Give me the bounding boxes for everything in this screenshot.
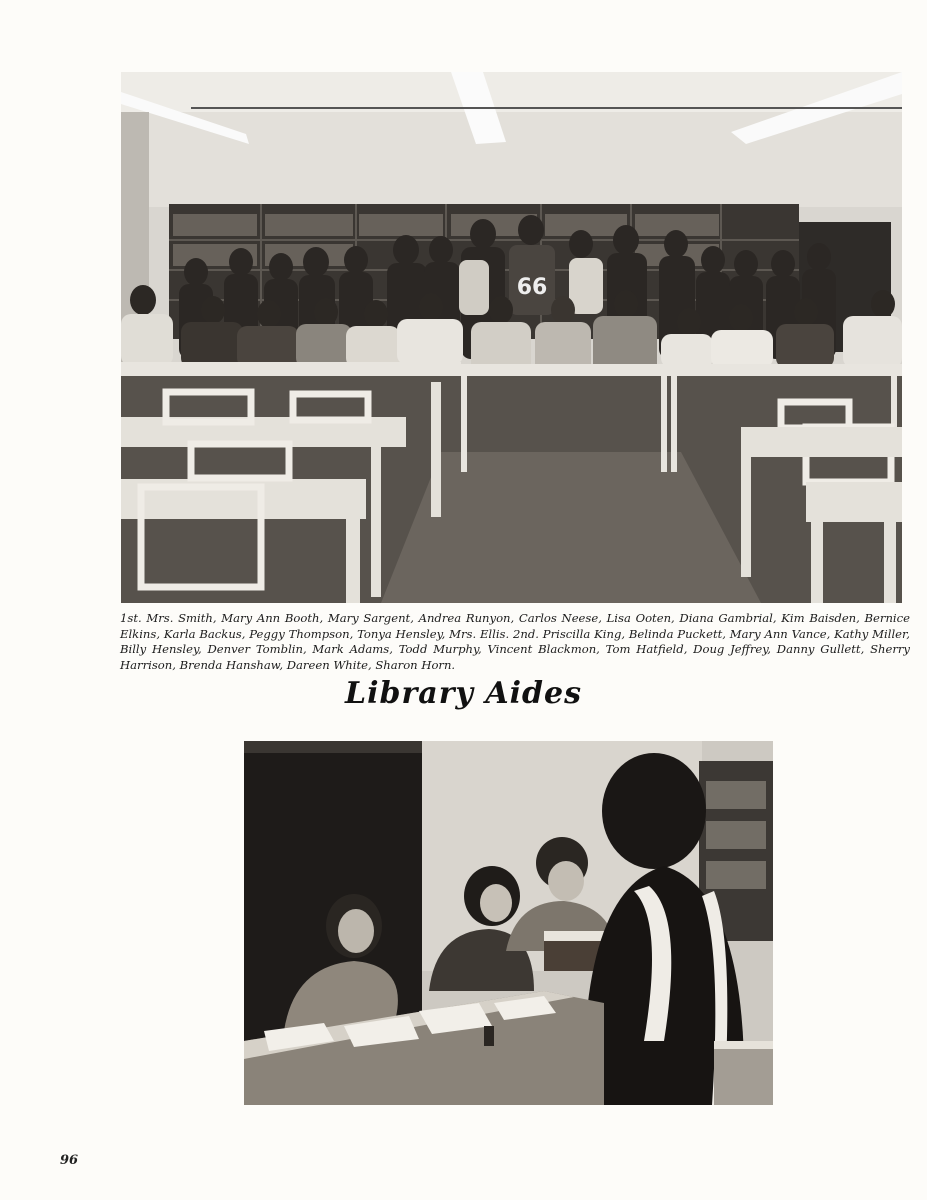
page-title: Library Aides — [344, 676, 583, 711]
page-number: 96 — [60, 1153, 79, 1168]
library-aides-photo — [244, 741, 773, 1105]
photo-caption: 1st. Mrs. Smith, Mary Ann Booth, Mary Sargent, Andrea Runyon, Carlos Neese, Lisa Ooten, Diana Gambrial, Kim Baisden, Bernice Elkins, Karla Backus, Peggy Thompson, Tonya Hensley, Mrs. Ellis. 2nd. Priscilla King, Belinda Puckett, Mary Ann Vance, Kathy Miller, Billy Hensley, Denver Tomblin, Mark Adams, Todd Murphy, Vincent Blackmon, Tom Hatfield, Doug Jeffrey, Danny Gullett, Sherry Harrison, Brenda Hanshaw, Dareen White, Sharon Horn. — [120, 611, 910, 672]
jersey-number: 66 — [516, 275, 548, 300]
group-photo — [121, 72, 902, 603]
